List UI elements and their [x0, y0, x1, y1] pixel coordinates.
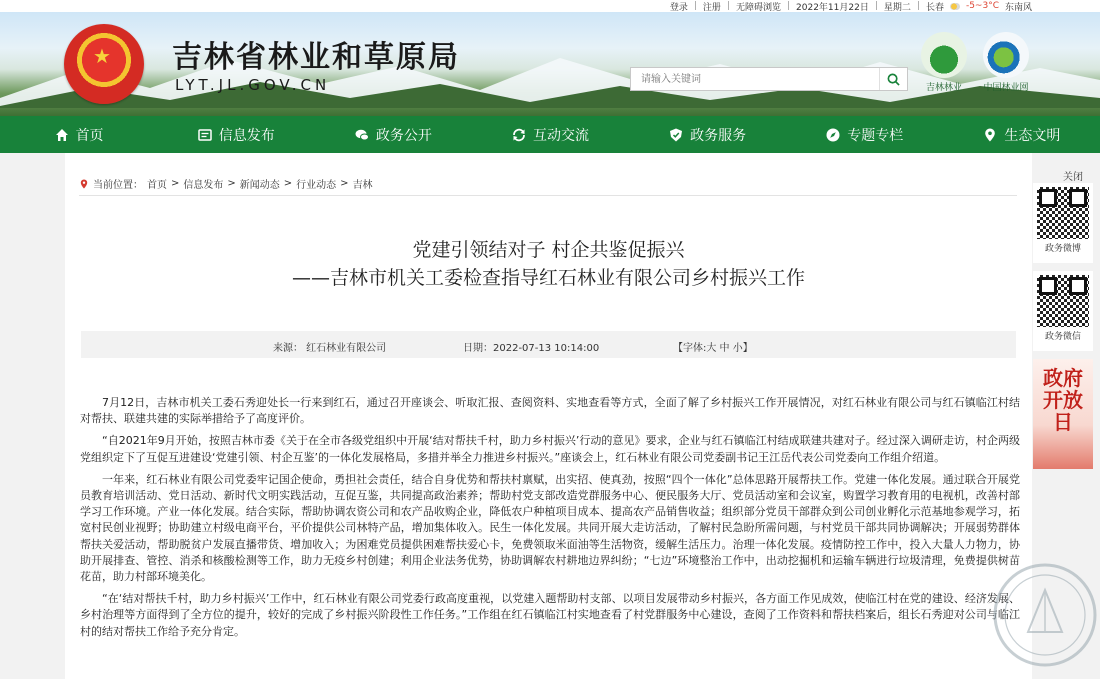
location-pin-icon [79, 179, 89, 189]
search-icon [887, 73, 900, 86]
divider [79, 195, 1017, 196]
breadcrumb-separator: > [340, 178, 349, 189]
star-icon: ★ [93, 44, 111, 68]
breadcrumb-info-release[interactable]: 信息发布 [183, 180, 224, 191]
nav-gov-services[interactable] [629, 116, 786, 153]
search-button[interactable] [879, 68, 907, 90]
jilin-forestry-logo[interactable] [914, 32, 974, 112]
article-paragraph: 一年来，红石林业有限公司党委牢记国企使命，勇担社会责任，结合自身优势和帮扶村禀赋，出实招、使真劲，按照“四个一体化”总体思路开展帮扶工作。党建一体化发展。通过联合开展党员教育培训活动、党日活动、新时代文明实践活动，互促互鉴，共同提高政治素养；帮助村党支部改造党群服务中心、便民服务大厅、党员活动室和会议室，购置学习教育用的电视机，改善村部学习工作环境。产业一体化发展。结合实际，帮助协调农资公司和农产品收购企业，降低农户种植项目成本、提高农产品销售收益；组织部分党员干部群众到公司创业孵化示范基地参观学习，拓宽村民创业视野；协助建立村级电商平台，平价提供公司林特产品，增加集体收入。民生一体化发展。共同开展大走访活动，了解村民急盼所需问题，与村党员干部共同协调解决；开展弱势群体帮扶关爱活动，帮助脱贫户发展直播带货、增加收入；为困难党员提供困难帮扶爱心卡，免费领取米面油等生活物资，缓解生活压力。治理一体化发展。疫情防控工作中，投入大量人力物力，协助开展排查、管控、消杀和核酸检测等工作，助力无疫乡村创建；利用企业法务优势，协助调解农村耕地边界纠纷；“七边”环境整治工作中，出动挖掘机和运输车辆进行垃圾清理，免费提供树苗花苗，助力村部环境美化。 [80, 472, 1020, 584]
main-nav [0, 116, 1100, 153]
article-title: 党建引领结对子 村企共鉴促振兴 [412, 239, 685, 261]
gov-open-day-banner[interactable] [1033, 359, 1093, 469]
compass-icon [825, 127, 841, 143]
open-day-text: 政府开放日 [1043, 366, 1083, 434]
nav-label: 政务服务 [690, 127, 747, 144]
article-paragraph: “自2021年9月开始，按照吉林市委《关于在全市各级党组织中开展‘结对帮扶千村，助力乡村振兴’行动的意见》要求，企业与红石镇临江村结成联建共建对子。经过深入调研走访，村企两级党组织定下了互促互进建设‘党建引领、村企互鉴’的一体化发展格局，多措并举全力推进乡村振兴。”座谈会上，红石林业有限公司党委副书记王江岳代表公司党委向工作组介绍道。 [80, 434, 1020, 464]
pin-icon [982, 127, 998, 143]
breadcrumb-news[interactable]: 新闻动态 [239, 180, 280, 191]
article-paragraph: 7月12日，吉林市机关工委石秀迎处长一行来到红石，通过召开座谈会、听取汇报、查阅资料、实地查看等方式，全面了解了乡村振兴工作开展情况，对红石林业有限公司与红石镇临江村结对帮扶、联建共建的实际举措给予了高度评价。 [80, 396, 1020, 426]
site-url: LYT.JL.GOV.CN [175, 76, 331, 94]
breadcrumb-home[interactable]: 首页 [147, 180, 167, 191]
watermark-seal-icon [990, 560, 1100, 670]
current-weekday: 星期二 [883, 2, 911, 13]
nav-label: 政务公开 [375, 127, 432, 144]
breadcrumb-separator: > [227, 178, 236, 189]
qr-code-icon [1037, 275, 1089, 327]
qr-label: 政务微博 [1044, 244, 1081, 254]
site-title: 吉林省林业和草原局 [172, 40, 460, 75]
china-forestry-logo[interactable] [976, 32, 1036, 112]
accessible-browse-link[interactable]: 无障碍浏览 [735, 2, 781, 13]
separator: | [786, 1, 791, 11]
article-meta-bar [81, 331, 1016, 358]
national-emblem-logo [64, 24, 144, 104]
nav-label: 首页 [75, 127, 104, 144]
weather-temp: -5~3°C [965, 1, 999, 11]
breadcrumb-separator: > [171, 178, 180, 189]
nav-special-topics[interactable] [786, 116, 943, 153]
breadcrumb [79, 176, 373, 191]
qr-code-icon [1037, 187, 1089, 239]
sidebar-close-button[interactable]: 关闭 [1063, 172, 1083, 183]
weather-city: 长春 [925, 2, 944, 13]
logo-caption: 中国林业网 [983, 83, 1029, 93]
globe-leaf-icon [983, 32, 1029, 78]
weibo-qr-card[interactable] [1033, 183, 1093, 263]
nav-ecology[interactable] [943, 116, 1100, 153]
article-paragraph: “在‘结对帮扶千村，助力乡村振兴’工作中，红石林业有限公司党委行政高度重视，以党建入题帮助村支部、以项目发展带动乡村振兴，各方面工作见成效，使临江村在党的建设、经济发展、乡村治理等方面得到了全方位的提升，较好的完成了乡村振兴阶段性工作任务。”工作组在红石镇临江村实地查看了村党群服务中心建设，查阅了工作资料和帮扶档案后，组长石秀迎对公司与临江村的结对帮扶工作给予充分肯定。 [80, 592, 1020, 638]
search-input[interactable] [631, 68, 879, 90]
font-size-toggle[interactable]: 【字体:大 中 小】 [673, 343, 753, 354]
partly-cloudy-icon [950, 3, 960, 10]
site-banner [0, 12, 1100, 116]
search-bar [630, 67, 908, 91]
article-panel [65, 153, 1032, 679]
chat-icon [354, 127, 370, 143]
article-subtitle: ——吉林市机关工委检查指导红石林业有限公司乡村振兴工作 [291, 267, 805, 289]
qr-label: 政务微信 [1044, 332, 1081, 342]
separator: | [693, 1, 697, 11]
refresh-icon [511, 127, 527, 143]
breadcrumb-label: 当前位置： [93, 180, 143, 191]
separator: | [726, 1, 730, 11]
top-utility-bar [0, 0, 1100, 12]
document-icon [197, 127, 213, 143]
nav-label: 生态文明 [1004, 127, 1061, 144]
nav-label: 互动交流 [532, 127, 589, 144]
nav-interaction[interactable] [471, 116, 628, 153]
nav-label: 信息发布 [218, 127, 275, 144]
shield-icon [668, 127, 684, 143]
register-link[interactable]: 注册 [702, 2, 721, 13]
breadcrumb-separator: > [283, 178, 293, 189]
nav-info-release[interactable] [157, 116, 314, 153]
forestry-leaf-icon [921, 32, 967, 78]
login-link[interactable]: 登录 [669, 2, 688, 13]
separator: | [916, 1, 920, 11]
nav-gov-affairs[interactable] [314, 116, 471, 153]
home-icon [54, 127, 70, 143]
breadcrumb-industry[interactable]: 行业动态 [296, 180, 337, 191]
logo-caption: 吉林林业 [925, 83, 962, 93]
article-source: 来源： 红石林业有限公司 [273, 343, 387, 354]
nav-home[interactable] [0, 116, 157, 153]
article-date: 日期：2022-07-13 10:14:00 [463, 343, 600, 354]
wechat-qr-card[interactable] [1033, 271, 1093, 351]
article-body [80, 395, 1020, 646]
weather-wind: 东南风 [1004, 2, 1032, 13]
separator: | [874, 1, 878, 11]
breadcrumb-jilin[interactable]: 吉林 [352, 180, 373, 191]
nav-label: 专题专栏 [847, 127, 904, 144]
current-date: 2022年11月22日 [796, 2, 869, 13]
